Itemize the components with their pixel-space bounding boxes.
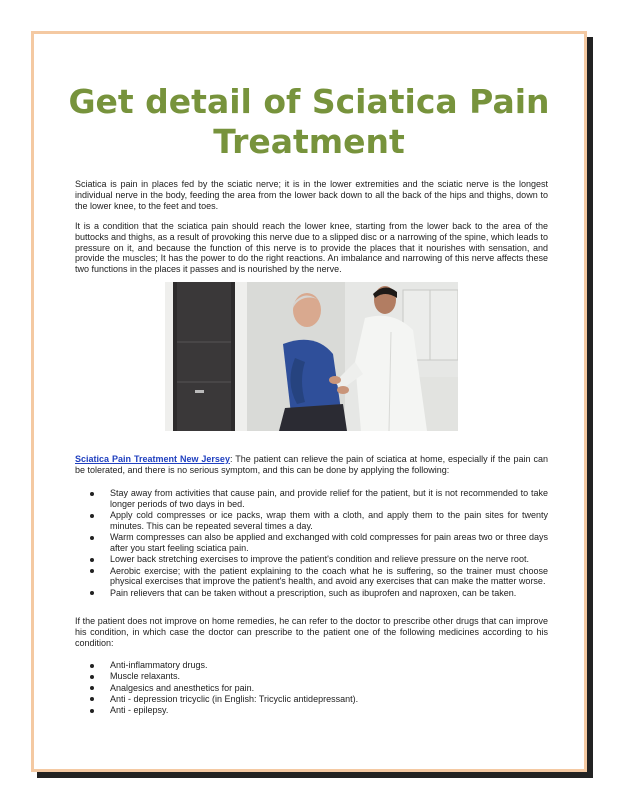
bullet-icon bbox=[90, 569, 94, 573]
treatment-paragraph bbox=[75, 454, 548, 476]
intro-paragraph: Sciatica is pain in places fed by the sciatic nerve; it is in the lower extremities and the sciatic nerve is the longest individual nerve in the body, feeding the area from the lower back down to all the back of the hips and thighs, down to the lower knee, to the feet and toes. bbox=[75, 179, 548, 211]
document-page bbox=[31, 31, 587, 772]
doctor-paragraph: If the patient does not improve on home remedies, he can refer to the doctor to prescribe other drugs that can improve his condition, in which case the doctor can prescribe to the patient one of the following medicines according to his condition: bbox=[75, 616, 548, 648]
list-item: Anti - epilepsy. bbox=[75, 705, 548, 716]
list-item: Warm compresses can also be applied and exchanged with cold compresses for pain areas two or three days after you start feeling sciatica pain. bbox=[75, 532, 548, 554]
list-item: Pain relievers that can be taken without a prescription, such as ibuprofen and naproxen, can be taken. bbox=[75, 588, 548, 599]
bullet-icon bbox=[90, 686, 94, 690]
list-item: Anti-inflammatory drugs. bbox=[75, 660, 548, 671]
list-item: Stay away from activities that cause pain, and provide relief for the patient, but it is not recommended to take longer periods of two days in bed. bbox=[75, 488, 548, 510]
page-title: Get detail of Sciatica Pain Treatment bbox=[68, 82, 550, 161]
medicines-list bbox=[75, 660, 548, 716]
treatment-text: : The patient can relieve the pain of sciatica at home, especially if the pain can be tolerated, and there is no serious symptom, and this can be done by applying the following: bbox=[75, 454, 548, 475]
bullet-icon bbox=[90, 558, 94, 562]
list-item: Lower back stretching exercises to improve the patient's condition and relieve pressure on the nerve root. bbox=[75, 554, 548, 565]
bullet-icon bbox=[90, 536, 94, 540]
list-item: Analgesics and anesthetics for pain. bbox=[75, 683, 548, 694]
bullet-icon bbox=[90, 664, 94, 668]
condition-paragraph: It is a condition that the sciatica pain should reach the lower knee, starting from the lower back to the area of the buttocks and thighs, as a result of provoking this nerve due to a slipped disc or a narrowing of the spine, which leads to pressure on it, and because the function of this nerve is to provide the places that it nourishes with sensation, and provide the muscles; It has the power to do the right reactions. An imbalance and narrowing of this nerve affects these two functions in the places it passes and is nourished by the nerve. bbox=[75, 221, 548, 275]
bullet-icon bbox=[90, 675, 94, 679]
home-remedies-list bbox=[75, 488, 548, 599]
bullet-icon bbox=[90, 709, 94, 713]
bullet-icon bbox=[90, 492, 94, 496]
bullet-icon bbox=[90, 697, 94, 701]
list-item: Anti - depression tricyclic (in English: Tricyclic antidepressant). bbox=[75, 694, 548, 705]
list-item: Aerobic exercise; with the patient explaining to the coach what he is suffering, so the trainer must choose physical exercises that improve the patient's health, and avoid any exercises that can make the matter worse. bbox=[75, 566, 548, 588]
list-item: Muscle relaxants. bbox=[75, 671, 548, 682]
bullet-icon bbox=[90, 591, 94, 595]
treatment-link[interactable]: Sciatica Pain Treatment New Jersey bbox=[75, 454, 230, 464]
list-item: Apply cold compresses or ice packs, wrap them with a cloth, and apply them to the pain sites for twenty minutes. This can be repeated several times a day. bbox=[75, 510, 548, 532]
doctor-patient-photo bbox=[165, 282, 458, 431]
bullet-icon bbox=[90, 514, 94, 518]
